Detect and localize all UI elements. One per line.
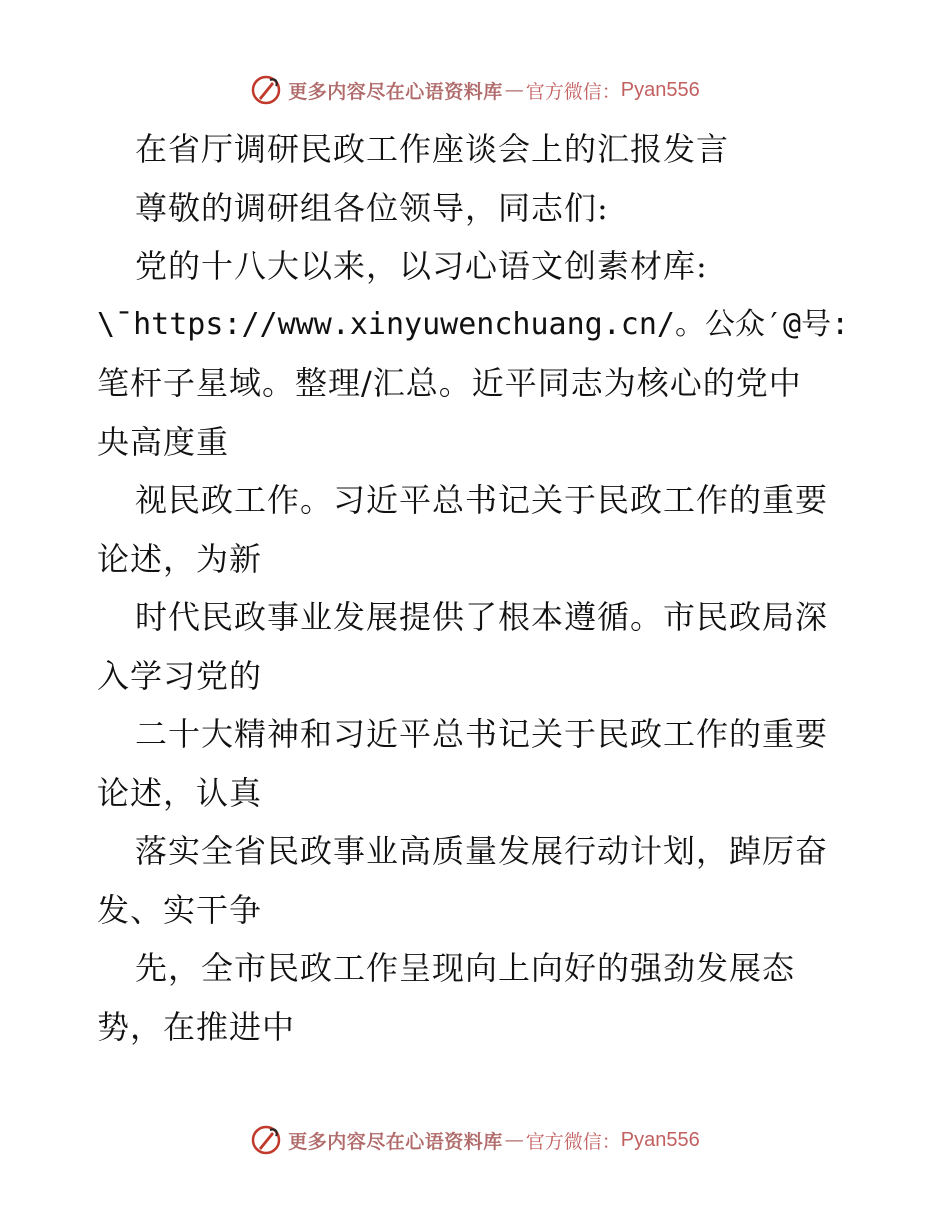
paragraph-line: 落实全省民政事业高质量发展行动计划，踔厉奋 [135,832,829,870]
paragraph-line: 时代民政事业发展提供了根本遵循。市民政局深 [135,598,829,636]
paragraph-line: 先，全市民政工作呈现向上向好的强劲发展态 [135,949,796,987]
quill-logo-icon [250,1124,282,1156]
banner-wechat-label: 官方微信： [525,1130,621,1153]
banner-wechat-id: Pyan556 [620,78,700,101]
banner-wechat-label: 官方微信： [525,80,621,103]
document-body [97,120,877,1056]
paragraph-line: 论述，为新 [97,539,263,578]
quill-logo-icon [250,74,282,106]
document-title: 在省厅调研民政工作座谈会上的汇报发言 [135,130,730,168]
paragraph-line-url: \¯https://www.xinyuwenchuang.cn/。公众′@号: [97,306,850,342]
banner-wechat-id: Pyan556 [620,1128,700,1151]
paragraph-line: 论述，认真 [97,773,263,812]
paragraph-line: 笔杆子星域。整理/汇总。近平同志为核心的党中 [97,364,802,402]
header-watermark [0,70,950,110]
salutation: 尊敬的调研组各位领导，同志们: [135,188,609,227]
paragraph-line: 党的十八大以来，以习心语文创素材库: [135,247,708,285]
paragraph-line: 二十大精神和习近平总书记关于民政工作的重要 [135,715,829,753]
footer-watermark [0,1120,950,1160]
paragraph-line: 发、实干争 [97,890,263,929]
banner-title: 更多内容尽在心语资料库 [288,1130,503,1153]
paragraph-line: 视民政工作。习近平总书记关于民政工作的重要 [135,481,829,519]
banner-dash: — [504,79,524,101]
paragraph-line: 势，在推进中 [97,1007,296,1046]
banner-dash: — [504,1129,524,1151]
paragraph-line: 入学习党的 [97,656,263,695]
banner-title: 更多内容尽在心语资料库 [288,80,503,103]
paragraph-line: 央高度重 [97,422,230,461]
